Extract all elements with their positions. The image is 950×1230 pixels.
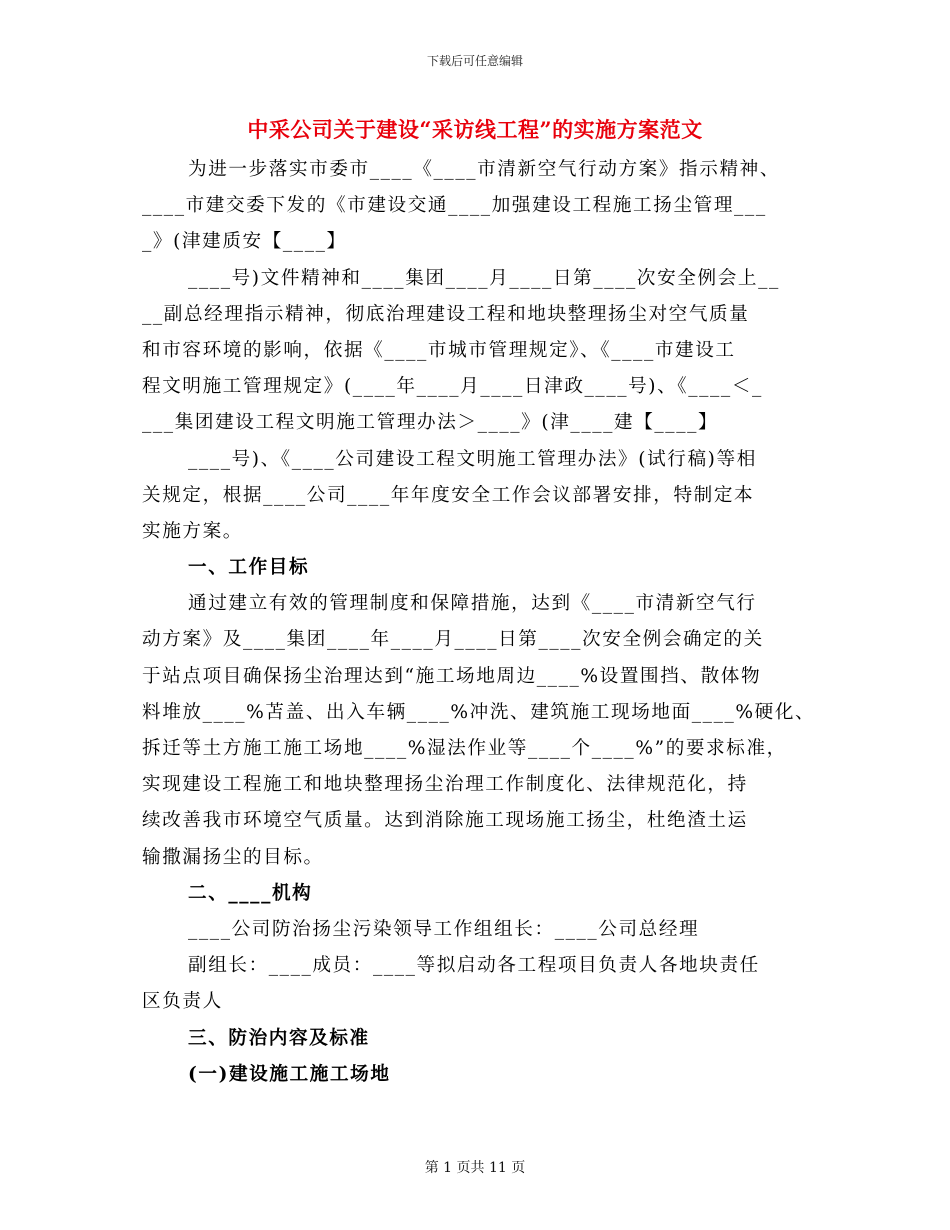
section-heading: 三、防治内容及标准 <box>188 1027 370 1049</box>
text-line: 副组长：____成员：____等拟启动各工程项目负责人各地块责任 <box>188 955 760 977</box>
text-line: __副总经理指示精神，彻底治理建设工程和地块整理扬尘对空气质量 <box>142 303 750 325</box>
text-line: 区负责人 <box>142 991 223 1013</box>
text-line: ____公司防治扬尘污染领导工作组组长：____公司总经理 <box>188 918 700 940</box>
text-line: _》(津建质安【____】 <box>142 231 347 253</box>
text-line: ____号)文件精神和____集团____月____日第____次安全例会上__ <box>188 267 780 289</box>
text-line: 实现建设工程施工和地块整理扬尘治理工作制度化、法律规范化，持 <box>142 774 748 796</box>
document-body <box>142 152 822 1093</box>
section-heading: (一)建设施工施工场地 <box>188 1063 391 1085</box>
page-footer: 第 1 页共 11 页 <box>424 1160 526 1176</box>
section-heading: 二、____机构 <box>188 882 313 904</box>
section-heading: 一、工作目标 <box>188 557 310 579</box>
document-title: 中采公司关于建设“采访线工程”的实施方案范文 <box>247 117 703 142</box>
text-line: 输撒漏扬尘的目标。 <box>142 846 324 868</box>
text-line: 关规定，根据____公司____年年度安全工作会议部署安排，特制定本 <box>142 484 755 506</box>
text-line: 和市容环境的影响，依据《____市城市管理规定》、《____市建设工 <box>142 339 736 361</box>
text-line: 续改善我市环境空气质量。达到消除施工现场施工扬尘，杜绝渣土运 <box>142 810 748 832</box>
text-line: 为进一步落实市委市____《____市清新空气行动方案》指示精神、 <box>188 159 781 180</box>
text-line: 拆迁等土方施工施工场地____%湿法作业等____个____%”的要求标准， <box>142 738 787 759</box>
text-line: ____号)、《____公司建设工程文明施工管理办法》(试行稿)等相 <box>188 448 757 470</box>
text-line: 于站点项目确保扬尘治理达到“施工场地周边____%设置围挡、散体物 <box>142 665 762 687</box>
text-line: ____市建交委下发的《市建设交通____加强建设工程施工扬尘管理___ <box>142 195 767 217</box>
page-header: 下载后可任意编辑 <box>426 54 523 68</box>
text-line: 料堆放____%苫盖、出入车辆____%冲洗、建筑施工现场地面____%硬化、 <box>142 701 816 723</box>
text-line: 动方案》及____集团____年____月____日第____次安全例会确定的关 <box>142 629 764 651</box>
text-line: 程文明施工管理规定》(____年____月____日津政____号)、《____＜_ <box>142 376 763 398</box>
text-line: ___集团建设工程文明施工管理办法＞____》(津____建【____】 <box>142 412 719 434</box>
text-line: 实施方案。 <box>142 520 243 542</box>
text-line: 通过建立有效的管理制度和保障措施，达到《____市清新空气行 <box>188 593 757 615</box>
